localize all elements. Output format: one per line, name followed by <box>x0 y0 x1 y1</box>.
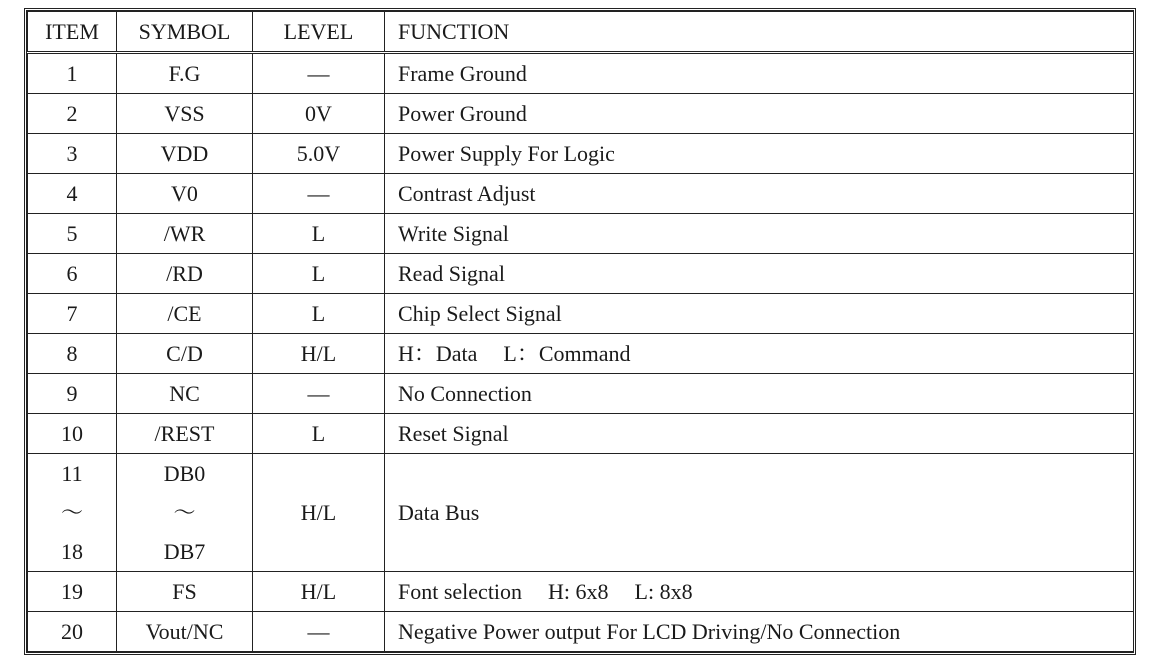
table-row <box>28 134 1134 174</box>
item-cell: 6 <box>28 254 117 294</box>
function-cell: Power Ground <box>385 94 1134 134</box>
symbol-line: DB7 <box>163 539 206 564</box>
symbol-cell: F.G <box>117 53 253 94</box>
item-cell: 9 <box>28 374 117 414</box>
function-cell: Negative Power output For LCD Driving/No Connection <box>385 612 1134 652</box>
level-cell: — <box>253 374 385 414</box>
pin-assignment-table <box>27 11 1134 652</box>
level-cell: — <box>253 174 385 214</box>
table-row <box>28 254 1134 294</box>
function-cell: Power Supply For Logic <box>385 134 1134 174</box>
level-cell: — <box>253 612 385 652</box>
table-row <box>28 612 1134 652</box>
item-cell: 7 <box>28 294 117 334</box>
symbol-cell <box>117 454 253 572</box>
symbol-cell: V0 <box>117 174 253 214</box>
symbol-cell: VDD <box>117 134 253 174</box>
symbol-cell: NC <box>117 374 253 414</box>
symbol-line: DB0 <box>163 461 206 486</box>
function-part: Font selection <box>398 578 523 604</box>
symbol-cell: Vout/NC <box>117 612 253 652</box>
item-cell: 1 <box>28 53 117 94</box>
level-cell: L <box>253 294 385 334</box>
level-cell: 5.0V <box>253 134 385 174</box>
function-cell <box>385 572 1134 612</box>
level-cell: H/L <box>253 572 385 612</box>
level-cell: H/L <box>253 454 385 572</box>
function-cell <box>385 334 1134 374</box>
symbol-cell: /CE <box>117 294 253 334</box>
table-row <box>28 94 1134 134</box>
item-cell: 20 <box>28 612 117 652</box>
function-cell: Frame Ground <box>385 53 1134 94</box>
header-item: ITEM <box>28 12 117 53</box>
function-cell: Read Signal <box>385 254 1134 294</box>
table-row <box>28 334 1134 374</box>
table-row <box>28 374 1134 414</box>
item-cell: 19 <box>28 572 117 612</box>
level-cell: L <box>253 214 385 254</box>
symbol-cell: /RD <box>117 254 253 294</box>
function-cell: Contrast Adjust <box>385 174 1134 214</box>
header-level: LEVEL <box>253 12 385 53</box>
symbol-cell: C/D <box>117 334 253 374</box>
item-cell: 8 <box>28 334 117 374</box>
symbol-cell: /REST <box>117 414 253 454</box>
function-part: H：Data <box>398 340 478 366</box>
function-part: L: 8x8 <box>634 578 693 604</box>
function-part: H: 6x8 <box>548 578 609 604</box>
item-cell <box>28 454 117 572</box>
item-line: 11 <box>61 461 83 486</box>
function-part: L：Command <box>503 340 631 366</box>
table-row <box>28 294 1134 334</box>
item-cell: 3 <box>28 134 117 174</box>
symbol-cell: FS <box>117 572 253 612</box>
function-cell: Write Signal <box>385 214 1134 254</box>
table-row <box>28 414 1134 454</box>
function-cell: Reset Signal <box>385 414 1134 454</box>
function-cell: Chip Select Signal <box>385 294 1134 334</box>
level-cell: L <box>253 414 385 454</box>
function-cell: Data Bus <box>385 454 1134 572</box>
table-row <box>28 53 1134 94</box>
table-row <box>28 572 1134 612</box>
level-cell: H/L <box>253 334 385 374</box>
item-line: 18 <box>61 539 83 564</box>
level-cell: L <box>253 254 385 294</box>
symbol-line: ～ <box>173 500 196 525</box>
level-cell: — <box>253 53 385 94</box>
symbol-cell: VSS <box>117 94 253 134</box>
table-row <box>28 454 1134 572</box>
header-function: FUNCTION <box>385 12 1134 53</box>
item-line: ～ <box>60 500 83 525</box>
header-symbol: SYMBOL <box>117 12 253 53</box>
item-cell: 2 <box>28 94 117 134</box>
item-cell: 10 <box>28 414 117 454</box>
symbol-cell: /WR <box>117 214 253 254</box>
table-row <box>28 214 1134 254</box>
table-row <box>28 174 1134 214</box>
level-cell: 0V <box>253 94 385 134</box>
table-header-row <box>28 12 1134 53</box>
function-cell: No Connection <box>385 374 1134 414</box>
item-cell: 5 <box>28 214 117 254</box>
item-cell: 4 <box>28 174 117 214</box>
